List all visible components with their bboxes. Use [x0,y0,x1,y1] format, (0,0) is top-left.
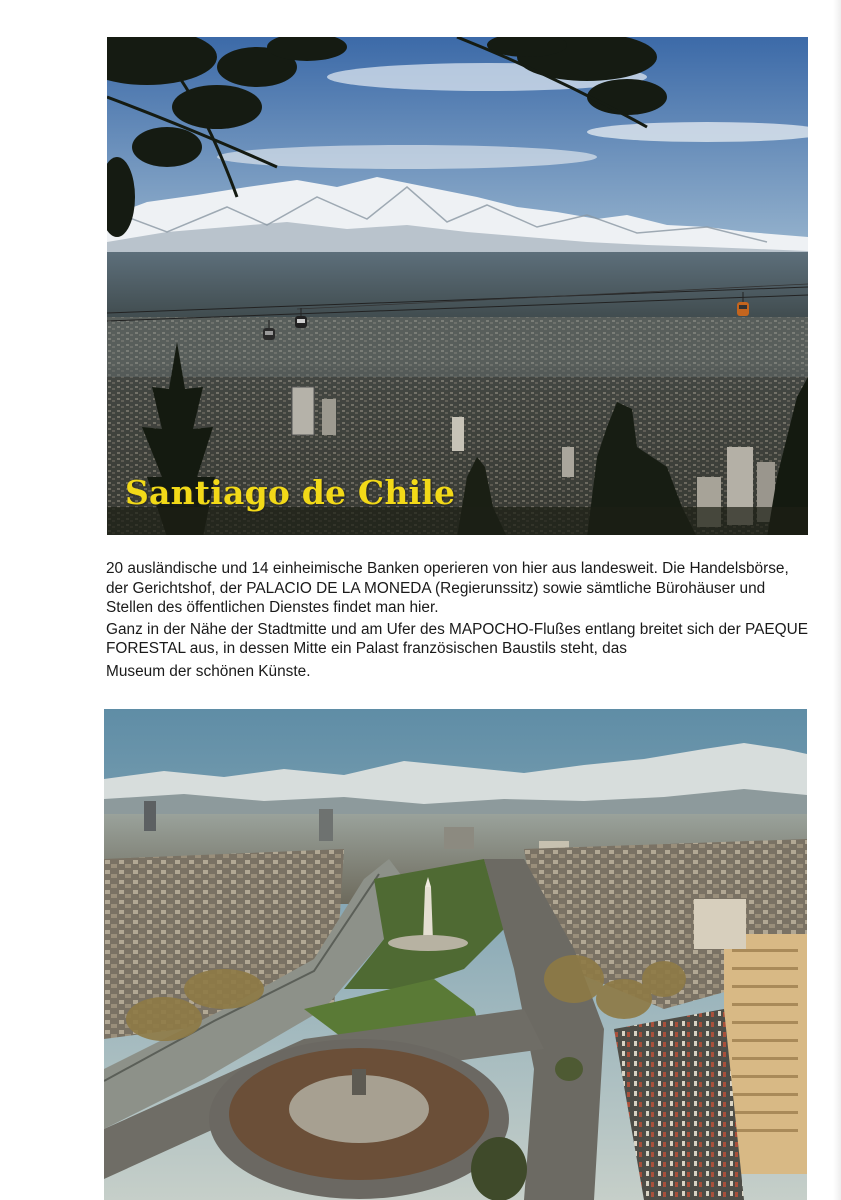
paragraph-museum: Museum der schönen Künste. [106,662,311,680]
body-text [106,559,811,681]
paragraph-banks: 20 ausländische und 14 einheimische Banken operieren von hier aus landesweit. Die Handelsbörse, der Gerichtshof, der PALACIO DE LA MONEDA (Regierunssitz) sowie sämtliche Bürohäuser und Stellen des öffentlichen Dienstes findet man hier. [106,560,789,616]
photo-caption: Santiago de Chile [125,473,456,512]
santiago-aerial-photo [104,709,807,1200]
santiago-panorama-photo [107,37,808,535]
page-edge [833,0,841,1200]
paragraph-parque-forestal: Ganz in der Nähe der Stadtmitte und am Ufer des MAPOCHO-Flußes entlang breitet sich der PAEQUE FORESTAL aus, in dessen Mitte ein Palast französischen Baustils steht, das [106,620,808,657]
